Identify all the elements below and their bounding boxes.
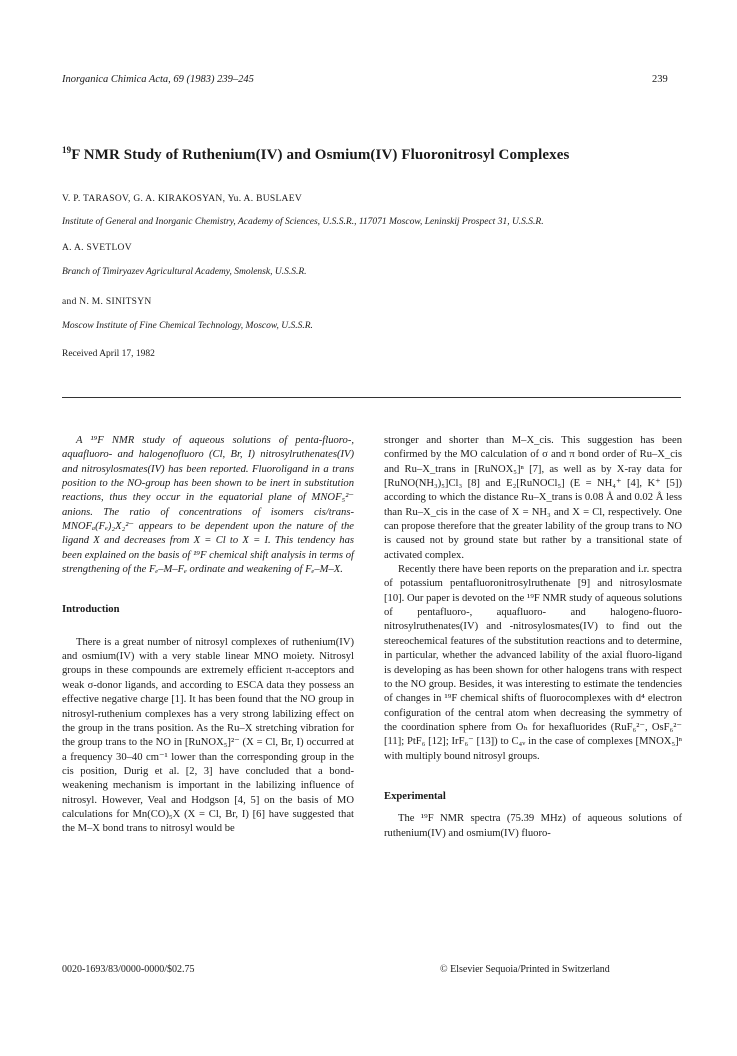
publisher-line: © Elsevier Sequoia/Printed in Switzerland: [440, 964, 610, 975]
affiliation-3: Moscow Institute of Fine Chemical Technology, Moscow, U.S.S.R.: [62, 321, 313, 331]
experimental-paragraph: The ¹⁹F NMR spectra (75.39 MHz) of aqueous solutions of ruthenium(IV) and osmium(IV) fluoro-: [384, 813, 682, 839]
author-group-1: V. P. TARASOV, G. A. KIRAKOSYAN, Yu. A. BUSLAEV: [62, 194, 302, 204]
article-title: [62, 145, 682, 164]
running-head: Inorganica Chimica Acta, 69 (1983) 239–245: [62, 74, 254, 85]
received-date: Received April 17, 1982: [62, 349, 155, 359]
right-paragraph-1: stronger and shorter than M–X_cis. This suggestion has been confirmed by the MO calculation of σ and π bond order of Ru–X_cis and Ru–X_trans in [RuNOX₅]ⁿ [7], as well as by X-ray data for [RuNO(NH₃)₅]Cl₃ [8] and E₂[RuNOCl₅] (E = NH₄⁺ [4], K⁺ [5]) according to which the distance Ru–X_trans is 0.08 Å and 0.02 Å less than Ru–X_cis in the case of X = NH₃ and X = Cl, respectively. One can propose therefore that the greater lability of the group trans to NO is caused not by ground state but rather by a transitional state of activated complex.: [384, 435, 682, 561]
author-group-2: A. A. SVETLOV: [62, 243, 132, 253]
experimental-heading: Experimental: [384, 790, 446, 802]
title-text: F NMR Study of Ruthenium(IV) and Osmium(IV) Fluoronitrosyl Complexes: [71, 147, 570, 163]
title-isotope: 19: [62, 145, 72, 155]
affiliation-2: Branch of Timiryazev Agricultural Academy, Smolensk, U.S.S.R.: [62, 267, 307, 277]
issn-code: 0020-1693/83/0000-0000/$02.75: [62, 964, 195, 975]
introduction-paragraph: There is a great number of nitrosyl complexes of ruthenium(IV) and osmium(IV) with a very stable linear MNO moiety. Nitrosyl groups in these compounds are extremely efficient π-acceptors and weak σ-donor ligands, and according to ESCA data they possess an effective negative charge [1]. It has been found that the NO group in nitrosyl-ruthenium complexes has a very strong labilizing effect on the group in the trans position. As the Ru–X stretching vibration for the group trans to the NO in [RuNOX₅]²⁻ (X = Cl, Br, I) occurred at a frequency 30–40 cm⁻¹ lower than the corresponding group in the cis position, Durig et al. [2, 3] have concluded that a bond-weakening mechanism is important in the labilizing influence of nitrosyl. However, Veal and Hodgson [4, 5] on the basis of MO calculations for Mn(CO)₅X (X = Cl, Br, I) [6] have suggested that the M–X bond trans to nitrosyl would be: [62, 636, 354, 835]
introduction-heading: Introduction: [62, 604, 120, 616]
right-paragraph-2: Recently there have been reports on the preparation and i.r. spectra of potassium pentafluoronitrosylruthenate [9] and nitrosylosmate [10]. Our paper is devoted on the ¹⁹F NMR study of aqueous solutions of pentafluoro-, aquafluoro- and halogeno-fluoro-nitrosylruthenates(IV) and -nitrosylosmates(IV) to find out the stereochemical features of the substitution reactions and to determine, in particular, whether the advanced lability of the axial fluoro-ligand is developing as has been shown for other halogens trans with respect to the NO group. Besides, it was interesting to estimate the tendencies of changes in ¹⁹F chemical shifts of fluorocomplexes with d⁴ electron configuration of the central atom when decreasing the symmetry of the coordination sphere from Oₕ for hexafluorides (RuF₆²⁻, OsF₆²⁻ [11]; PtF₆ [12]; IrF₆⁻ [13]) to C₄ᵥ in the case of complexes [MNOX₅]ⁿ with multiply bound nitrosyl groups.: [384, 564, 682, 762]
author-group-3: and N. M. SINITSYN: [62, 297, 152, 307]
affiliation-1: Institute of General and Inorganic Chemistry, Academy of Sciences, U.S.S.R., 117071 Moscow, Leninskij Prospect 31, U.S.S.R.: [62, 217, 544, 227]
right-column: [384, 434, 682, 841]
left-column: [62, 434, 354, 837]
abstract: A ¹⁹F NMR study of aqueous solutions of penta-fluoro-, aquafluoro- and halogenofluoro (Cl, Br, I) nitrosylruthenates(IV) and nitrosylosmates(IV) has been reported. Fluoroligand in a trans position to the NO-group has been shown to be inert in substitution reactions, thus they occur in the equatorial plane of MNOF₅²⁻ anions. The ratio of concentrations of isomers cis/trans-MNOFₐ(Fₑ)₂X₂²⁻ appears to be dependent upon the nature of the ligand X and decreases from X = Cl to X = I. This tendency has been explained on the basis of ¹⁹F chemical shift analysis in terms of strengthening of the Fₑ–M–Fₑ ordinate and weakening of Fₑ–M–X.: [62, 435, 354, 576]
page-number: 239: [652, 74, 668, 85]
header-divider: [62, 397, 681, 398]
